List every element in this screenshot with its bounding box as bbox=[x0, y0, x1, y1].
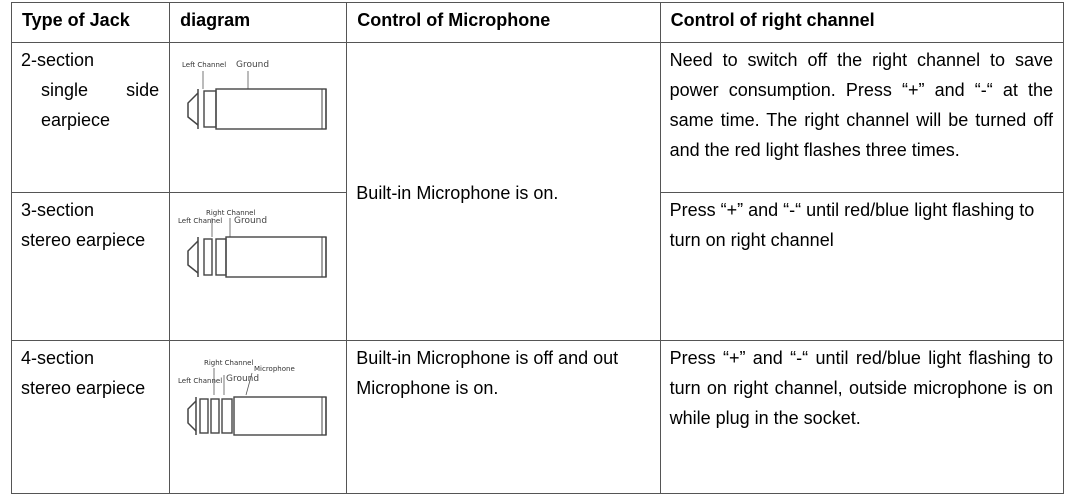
left-channel-label: Left Channel bbox=[182, 61, 227, 69]
ground-label: Ground bbox=[236, 60, 270, 70]
left-channel-label: Left Channel bbox=[178, 377, 223, 385]
jack-type-cell bbox=[12, 43, 170, 193]
right-channel-text: Press “+” and “-“ until red/blue light flashing to turn on right channel, outside microphone is on while plug in the socket. bbox=[669, 348, 1053, 428]
jack-4-section-diagram bbox=[178, 357, 338, 452]
table-row bbox=[12, 43, 1064, 193]
header-control-of-right-channel: Control of right channel bbox=[660, 3, 1063, 43]
diagram-cell bbox=[170, 193, 347, 341]
header-type-of-jack: Type of Jack bbox=[12, 3, 170, 43]
right-channel-label: Right Channel bbox=[204, 359, 254, 367]
jack-type-line: stereo earpiece bbox=[21, 378, 146, 398]
jack-type-line: single side bbox=[41, 80, 160, 100]
diagram-cell bbox=[170, 43, 347, 193]
jack-control-table bbox=[11, 2, 1064, 494]
microphone-control-cell bbox=[347, 341, 660, 494]
jack-type-line: 2-section bbox=[21, 50, 95, 70]
jack-type-cell bbox=[12, 341, 170, 494]
header-control-of-microphone: Control of Microphone bbox=[347, 3, 660, 43]
jack-type-line: 4-section bbox=[21, 348, 95, 368]
table-row bbox=[12, 341, 1064, 494]
microphone-control-text: Built-in Microphone is on. bbox=[356, 182, 559, 203]
jack-2-section-diagram bbox=[178, 59, 338, 149]
right-channel-cell bbox=[660, 43, 1063, 193]
microphone-label: Microphone bbox=[254, 365, 295, 373]
jack-type-line: earpiece bbox=[41, 110, 111, 130]
jack-type-line: 3-section bbox=[21, 200, 95, 220]
right-channel-label: Right Channel bbox=[206, 209, 256, 217]
right-channel-text: Need to switch off the right channel to save power consumption. Press “+” and “-“ at the same time. The right channel will be turned off and the red light flashes three times. bbox=[669, 50, 1053, 160]
microphone-control-cell bbox=[347, 43, 660, 341]
jack-type-line: stereo earpiece bbox=[21, 230, 146, 250]
jack-type-cell bbox=[12, 193, 170, 341]
ground-label: Ground bbox=[226, 374, 260, 384]
left-channel-label: Left Channel bbox=[178, 217, 223, 225]
jack-3-section-diagram bbox=[178, 207, 338, 297]
ground-label: Ground bbox=[234, 216, 268, 226]
table-header-row bbox=[12, 3, 1064, 43]
header-diagram: diagram bbox=[170, 3, 347, 43]
right-channel-text: Press “+” and “-“ until red/blue light flashing to turn on right channel bbox=[669, 200, 1035, 250]
right-channel-cell bbox=[660, 341, 1063, 494]
right-channel-cell bbox=[660, 193, 1063, 341]
microphone-control-text: Built-in Microphone is off and out Microphone is on. bbox=[356, 348, 619, 398]
diagram-cell bbox=[170, 341, 347, 494]
